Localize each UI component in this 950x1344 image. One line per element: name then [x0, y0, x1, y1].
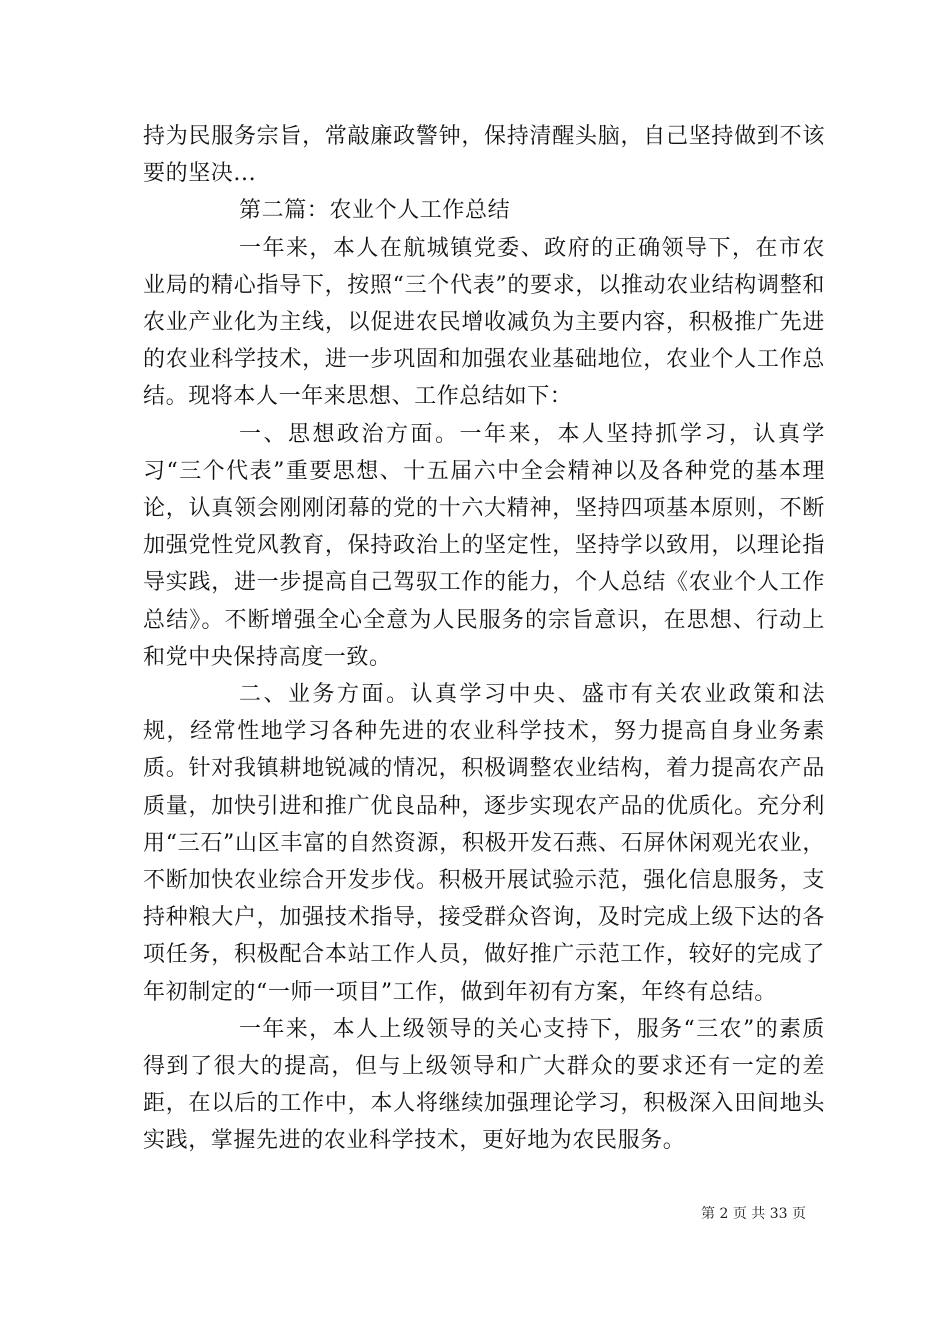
- body-paragraph: 一年来，本人在航城镇党委、政府的正确领导下，在市农业局的精心指导下，按照“三个代表”的要求，以推动农业结构调整和农业产业化为主线，以促进农民增收减负为主要内容，积极推广先进的农业科学技术，进一步巩固和加强农业基础地位，农业个人工作总结。现将本人一年来思想、工作总结如下：: [143, 235, 825, 410]
- section-title: 第二篇：农业个人工作总结: [239, 198, 511, 224]
- continuation-paragraph: 持为民服务宗旨，常敲廉政警钟，保持清醒头脑，自己坚持做到不该要的坚决...: [143, 124, 825, 187]
- document-body: [143, 118, 825, 1160]
- body-paragraph: 二、业务方面。认真学习中央、盛市有关农业政策和法规，经常性地学习各种先进的农业科学技术，努力提高自身业务素质。针对我镇耕地锐减的情况，积极调整农业结构，着力提高农产品质量，加快引进和推广优良品种，逐步实现农产品的优质化。充分利用“三石”山区丰富的自然资源，积极开发石燕、石屏休闲观光农业，不断加快农业综合开发步伐。积极开展试验示范，强化信息服务，支持种粮大户，加强技术指导，接受群众咨询，及时完成上级下达的各项任务，积极配合本站工作人员，做好推广示范工作，较好的完成了年初制定的“一师一项目”工作，做到年初有方案，年终有总结。: [143, 682, 825, 1005]
- body-paragraph: 一、思想政治方面。一年来，本人坚持抓学习，认真学习“三个代表”重要思想、十五届六中全会精神以及各种党的基本理论，认真领会刚刚闭幕的党的十六大精神，坚持四项基本原则，不断加强党性党风教育，保持政治上的坚定性，坚持学以致用，以理论指导实践，进一步提高自己驾驭工作的能力，个人总结《农业个人工作总结》。不断增强全心全意为人民服务的宗旨意识，在思想、行动上和党中央保持高度一致。: [143, 421, 825, 670]
- page-number: 第 2 页 共 33 页: [701, 1206, 806, 1222]
- body-paragraph: 一年来，本人上级领导的关心支持下，服务“三农”的素质得到了很大的提高，但与上级领导和广大群众的要求还有一定的差距，在以后的工作中，本人将继续加强理论学习，积极深入田间地头实践，掌握先进的农业科学技术，更好地为农民服务。: [143, 1016, 825, 1154]
